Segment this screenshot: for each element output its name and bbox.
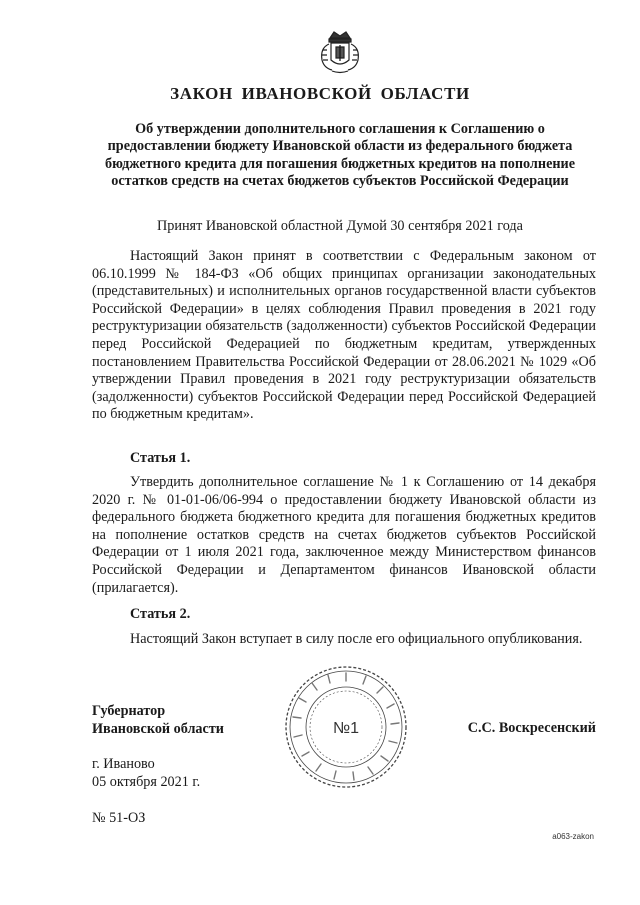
article-2-heading: Статья 2. xyxy=(130,606,191,622)
official-seal-icon xyxy=(282,663,410,791)
document-code: a063-zakon xyxy=(552,832,594,841)
signing-date: 05 октября 2021 г. xyxy=(92,774,201,790)
article-2-text: Настоящий Закон вступает в силу после его официального опубликования. xyxy=(130,631,583,647)
article-1-heading: Статья 1. xyxy=(130,450,191,466)
governor-title-line-1: Губернатор xyxy=(92,703,166,719)
governor-title xyxy=(92,702,224,738)
coat-of-arms-icon xyxy=(314,28,366,76)
article-1-text: Утвердить дополнительное соглашение № 1 к Соглашению от 14 декабря 2020 г. № 01-01-06/06-994 о предоставлении бюджету Ивановской области из федерального бюджета бюджетного кредита для погашения бюджетных кредитов на пополнение остатков средств на счетах бюджетов субъектов Российской Федерации от 1 июля 2021 года, заключенное между Министерством финансов Российской Федерации и Департаментом финансов Ивановской области (прилагается). xyxy=(92,474,596,596)
preamble-paragraph: Настоящий Закон принят в соответствии с Федеральным законом от 06.10.1999 № 184-ФЗ «Об общих принципах организации законодательных (представительных) и исполнительных органов государственной власти субъектов Российской Федерации» в целях соблюдения Правил проведения в 2021 году реструктуризации обязательств (задолженности) субъектов Российской Федерации перед Российской Федерацией по бюджетным кредитам, утвержденных постановлением Правительства Российской Федерации от 28.06.2021 № 1029 «Об утверждении Правил проведения в 2021 году реструктуризации обязательств (задолженности) субъектов Российской Федерации перед Российской Федерацией по бюджетным кредитам». xyxy=(92,248,596,423)
signing-city: г. Иваново xyxy=(92,756,155,772)
governor-title-line-2: Ивановской области xyxy=(92,721,224,737)
law-subject: Об утверждении дополнительного соглашения к Соглашению о предоставлении бюджету Ивановской области из федерального бюджета бюджетного кредита для погашения бюджетных кредитов на пополнение остатков средств на счетах бюджетов субъектов Российской Федерации xyxy=(104,121,576,190)
law-number: № 51-ОЗ xyxy=(92,810,146,826)
law-title: ЗАКОН ИВАНОВСКОЙ ОБЛАСТИ xyxy=(170,84,470,103)
adoption-line: Принят Ивановской областной Думой 30 сентября 2021 года xyxy=(157,218,523,234)
seal-number: №1 xyxy=(332,720,360,737)
governor-name: С.С. Воскресенский xyxy=(467,720,596,736)
place-and-date xyxy=(92,755,200,791)
